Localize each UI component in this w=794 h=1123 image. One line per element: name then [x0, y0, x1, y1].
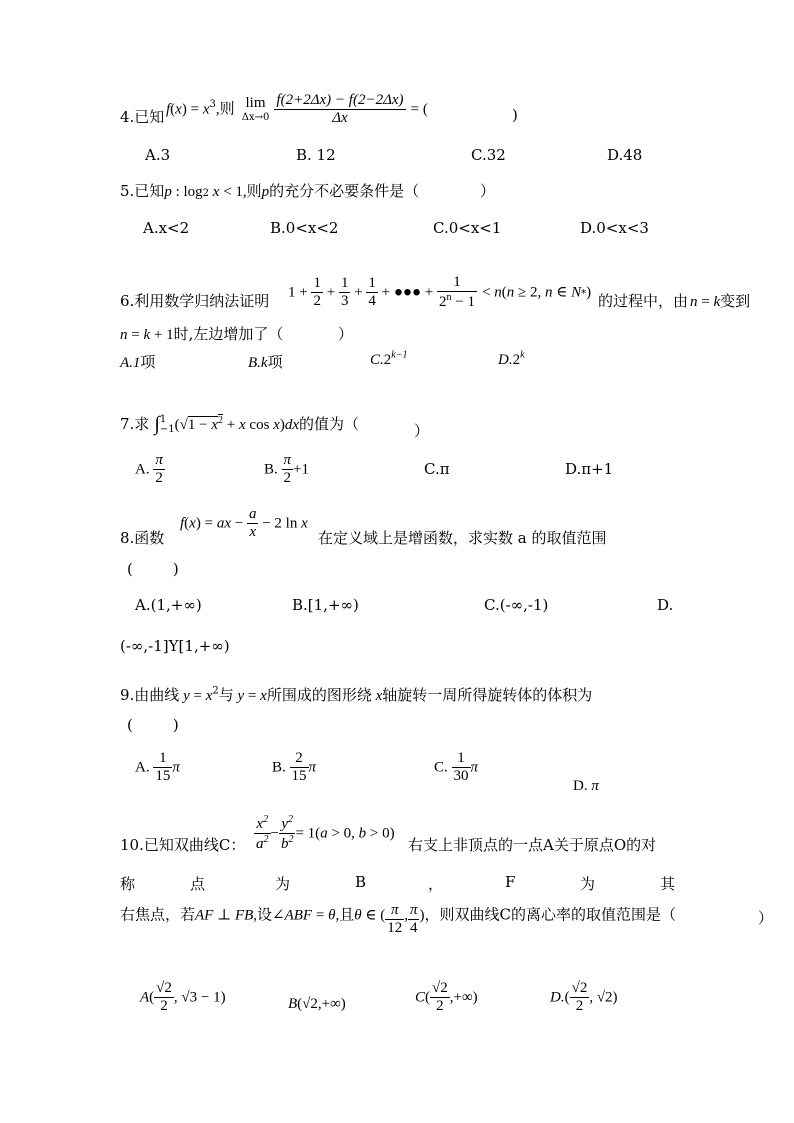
q4-option-b[interactable]: B. 12 [296, 146, 336, 164]
q10-option-c[interactable]: C( $\frac{√2}{2}$ ,+∞) [415, 980, 478, 1014]
q8-option-c[interactable]: C.(-∞,-1) [484, 596, 549, 614]
q4-formula: $f(x) = x^3$,则 lim Δx→0 $\frac{f(2+2\Delta x) - f(2-2\Delta x)}{\Delta x}$ = ( [166, 92, 428, 126]
q8-option-d[interactable]: D. [657, 596, 674, 614]
q7-option-d[interactable]: D.π+1 [565, 460, 614, 478]
q5-option-b[interactable]: B.0<x<2 [270, 219, 339, 237]
q9-option-c[interactable]: C. $\frac{1}{30}$ π [434, 750, 479, 784]
q5-stem: 5.已知p : log2 x < 1,则p的充分不必要条件是（ [120, 182, 420, 200]
q6-line1-b: 的过程中，由 [598, 292, 689, 310]
q7-option-c[interactable]: C.π [424, 460, 450, 478]
q4-option-a[interactable]: A.3 [145, 146, 171, 164]
q6-option-a[interactable]: A.1项 [120, 353, 156, 371]
q8-option-a[interactable]: A.(1,+∞) [135, 596, 202, 614]
q4-close: ) [512, 106, 518, 124]
q4-limit: lim Δx→0 [241, 95, 270, 123]
q7-close: ） [414, 422, 430, 440]
q10-spread-3: B [355, 873, 367, 891]
q4-option-c[interactable]: C.32 [471, 146, 506, 164]
q8-function: f(x) = ax − $\frac{a}{x}$ − 2 ln x [180, 506, 308, 540]
q7-option-a[interactable]: A. $\frac{\pi}{2}$ [135, 452, 163, 486]
q5-option-a[interactable]: A.x<2 [143, 219, 190, 237]
q8-option-d-cont[interactable]: (-∞,-1]Y[1,+∞) [120, 637, 230, 655]
q6-k-change: n = k变到 [690, 292, 751, 310]
q5-option-c[interactable]: C.0<x<1 [433, 219, 502, 237]
q10-spread-6: 为 [580, 875, 596, 893]
q4-stem: 4.已知 [120, 108, 165, 126]
q10-spread-4: ， [428, 875, 444, 893]
q5-close: ） [480, 182, 496, 200]
q10-option-b[interactable]: B(√2,+∞) [288, 996, 346, 1012]
q6-line1-a: 6.利用数学归纳法证明 [120, 292, 270, 310]
q10-spread-7: 其 [660, 875, 676, 893]
q6-line2: n = k + 1时,左边增加了（ [120, 325, 284, 343]
q8-tail: 在定义域上是增函数，求实数 a 的取值范围 [318, 529, 607, 547]
q10-hyperbola: $\frac{x^2}{a^2}$ − $\frac{y^2}{b^2}$ = 1(a > 0, b > 0) [256, 814, 395, 852]
q6-option-d[interactable]: D.2$^k$ [498, 349, 525, 368]
q10-option-d[interactable]: D.( $\frac{√2}{2}$ , √2) [550, 980, 618, 1014]
q10-option-a[interactable]: A( $\frac{√2}{2}$ , √3 − 1) [140, 980, 226, 1014]
q9-option-b[interactable]: B. $\frac{2}{15}$ π [272, 750, 317, 784]
q10-tail: 右支上非顶点的一点A关于原点O的对 [408, 836, 657, 854]
q4-option-d[interactable]: D.48 [607, 146, 643, 164]
q10-close: ） [758, 909, 774, 927]
q10-spread-2: 为 [275, 875, 291, 893]
q10-spread-1: 点 [190, 875, 206, 893]
q10-spread-5: F [505, 873, 516, 891]
q7-option-b[interactable]: B. $\frac{\pi}{2}$ +1 [264, 452, 309, 486]
q4-fraction: $\frac{f(2+2\Delta x) - f(2-2\Delta x)}{\Delta x}$ [276, 92, 404, 126]
q6-sum: 1 + $\frac{1}{2}$ + $\frac{1}{3}$ + $\frac{1}{4}$ + ●●● + $\frac{1}{2^n - 1}$ < n(n ≥ 2, n ∈ N*) [288, 274, 592, 310]
q5-option-d[interactable]: D.0<x<3 [580, 219, 649, 237]
q9-option-a[interactable]: A. $\frac{1}{15}$ π [135, 750, 180, 784]
q10-stem: 10.已知双曲线C： [120, 836, 246, 854]
q9-option-d[interactable]: D. π [573, 778, 599, 794]
q9-stem: 9.由曲线 $y = x^2$与 y = x所围成的图形绕 x轴旋转一周所得旋转体的体积为 [120, 685, 593, 704]
q8-paren: ( ) [127, 560, 179, 578]
q7-stem: 7.求 ∫ 1 −1 ($√1 - x^2 + x$ cos x)dx的值为（ [120, 413, 360, 435]
q9-paren: ( ) [127, 716, 179, 734]
q6-option-c[interactable]: $C.2^{k-1}$ [370, 349, 408, 368]
q8-stem: 8.函数 [120, 529, 165, 547]
q6-close: ） [338, 325, 354, 343]
q6-option-b[interactable]: B.k项 [248, 353, 283, 371]
q8-option-b[interactable]: B.[1,+∞) [292, 596, 359, 614]
q10-line3: 右焦点，若AF ⊥ FB,设∠ABF = θ,且θ ∈ ( $\frac{\pi}{12}$ , $\frac{\pi}{4}$ )，则双曲线C的离心率的取值范围是（ [120, 902, 676, 936]
q10-spread-0: 称 [120, 875, 136, 893]
